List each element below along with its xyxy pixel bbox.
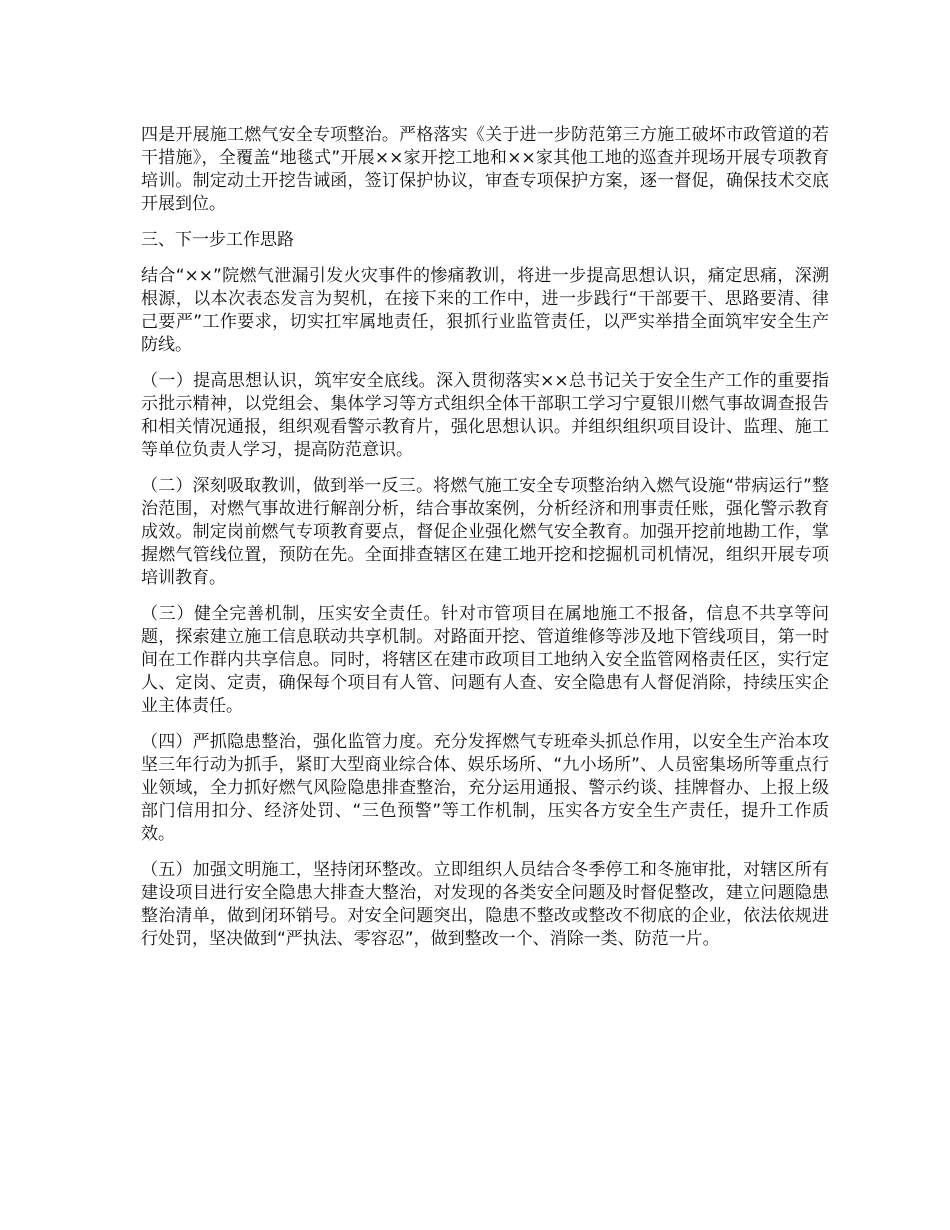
paragraph-item-2: （二）深刻吸取教训，做到举一反三。将燃气施工安全专项整治纳入燃气设施“带病运行”整治范围，对燃气事故进行解剖分析，结合事故案例，分析经济和刑事责任账，强化警示教育成效。制定岗前燃气专项教育要点，督促企业强化燃气安全教育。加强开挖前地勘工作，掌握燃气管线位置，预防在先。全面排查辖区在建工地开挖和挖掘机司机情况，组织开展专项培训教育。 — [141, 476, 829, 588]
paragraph-item-1: （一）提高思想认识，筑牢安全底线。深入贯彻落实××总书记关于安全生产工作的重要指示批示精神，以党组会、集体学习等方式组织全体干部职工学习宁夏银川燃气事故调查报告和相关情况通报，组织观看警示教育片，强化思想认识。并组织组织项目设计、监理、施工等单位负责人学习，提高防范意识。 — [141, 371, 829, 460]
paragraph-item-3: （三）健全完善机制，压实安全责任。针对市管项目在属地施工不报备，信息不共享等问题，探索建立施工信息联动共享机制。对路面开挖、管道维修等涉及地下管线项目，第一时间在工作群内共享信息。同时，将辖区在建市政项目工地纳入安全监管网格责任区，实行定人、定岗、定责，确保每个项目有人管、问题有人查、安全隐患有人督促消除，持续压实企业主体责任。 — [141, 604, 829, 716]
paragraph-item-4: （四）严抓隐患整治，强化监管力度。充分发挥燃气专班牵头抓总作用，以安全生产治本攻坚三年行动为抓手，紧盯大型商业综合体、娱乐场所、“九小场所”、人员密集场所等重点行业领域，全力抓好燃气风险隐患排查整治，充分运用通报、警示约谈、挂牌督办、上报上级部门信用扣分、经济处罚、“三色预警”等工作机制，压实各方安全生产责任，提升工作质效。 — [141, 732, 829, 844]
section-heading-next-steps: 三、下一步工作思路 — [141, 230, 294, 250]
paragraph-lessons-intro: 结合“××”院燃气泄漏引发火灾事件的惨痛教训，将进一步提高思想认识，痛定思痛，深溯根源，以本次表态发言为契机，在接下来的工作中，进一步践行“干部要干、思路要清、律己要严”工作要求，切实扛牢属地责任，狠抓行业监管责任，以严实举措全面筑牢安全生产防线。 — [141, 266, 829, 355]
paragraph-item-5: （五）加强文明施工，坚持闭环整改。立即组织人员结合冬季停工和冬施审批，对辖区所有建设项目进行安全隐患大排查大整治，对发现的各类安全问题及时督促整改，建立问题隐患整治清单，做到闭环销号。对安全问题突出，隐患不整改或整改不彻底的企业，依法依规进行处罚，坚决做到“严执法、零容忍”，做到整改一个、消除一类、防范一片。 — [141, 860, 829, 949]
document-body — [141, 124, 829, 964]
paragraph-special-rectification: 四是开展施工燃气安全专项整治。严格落实《关于进一步防范第三方施工破坏市政管道的若干措施》，全覆盖“地毯式”开展××家开挖工地和××家其他工地的巡查并现场开展专项教育培训。制定动土开挖告诫函，签订保护协议，审查专项保护方案，逐一督促，确保技术交底开展到位。 — [141, 125, 829, 214]
